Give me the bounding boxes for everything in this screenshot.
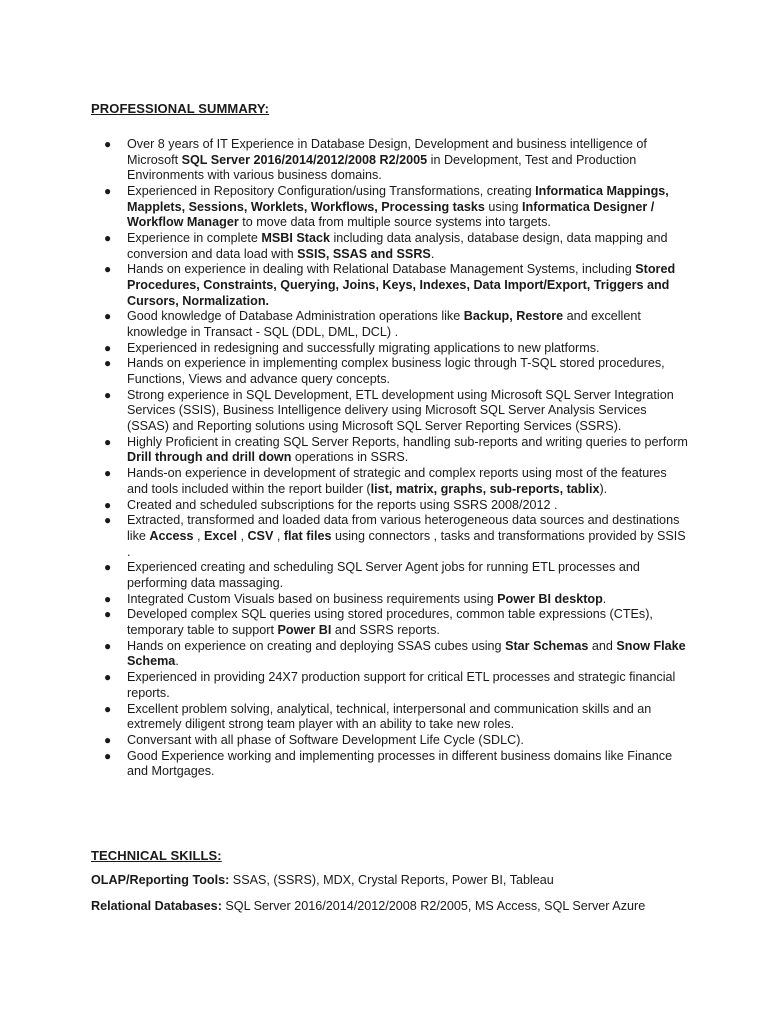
bullet-bold-text: MSBI Stack [261, 230, 330, 245]
bullet-text: to move data from multiple source systems into targets. [238, 215, 551, 230]
skill-label: OLAP/Reporting Tools: [91, 873, 230, 887]
bullet-text: operations in SSRS. [291, 450, 409, 465]
bullet-text: . [602, 591, 607, 606]
bullet-text: Highly Proficient in creating SQL Server Reports, handling sub-reports and writing queries to perform [127, 434, 688, 449]
summary-bullet-item [91, 749, 691, 780]
bullet-bold-text: flat files [283, 528, 332, 543]
skill-value: SQL Server 2016/2014/2012/2008 R2/2005, MS Access, SQL Server Azure [221, 899, 646, 913]
summary-bullet-item [91, 702, 691, 733]
summary-bullet-item [91, 733, 691, 749]
bullet-text: ). [599, 481, 608, 496]
summary-bullet-list [91, 137, 691, 780]
bullet-bold-text: CSV [247, 528, 274, 543]
bullet-text: and excellent knowledge in Transact - SQL (DDL, DML, DCL) . [127, 309, 641, 339]
bullet-text: Experienced in Repository Configuration/using Transformations, creating [127, 183, 536, 198]
bullet-text: including data analysis, database design, data mapping and conversion and data load with [127, 230, 668, 261]
summary-bullet-item [91, 309, 691, 340]
bullet-dot-icon: ● [104, 607, 112, 622]
summary-bullet-item [91, 670, 691, 701]
summary-bullet-item [91, 498, 691, 514]
bullet-text: and SSRS reports. [331, 623, 440, 638]
bullet-dot-icon: ● [104, 309, 112, 324]
bullet-dot-icon: ● [104, 262, 112, 277]
bullet-dot-icon: ● [104, 732, 112, 747]
summary-bullet-item [91, 607, 691, 638]
bullet-bold-text: Excel [204, 528, 237, 543]
bullet-dot-icon: ● [104, 466, 112, 481]
summary-bullet-item [91, 435, 691, 466]
summary-bullet-item [91, 184, 691, 231]
bullet-text: Excellent problem solving, analytical, technical, interpersonal and communication skills and an extremely diligent strong team player with an ability to take new roles. [127, 701, 652, 732]
bullet-bold-text: Informatica Designer / Workflow Manager [127, 199, 655, 230]
skill-value: SSAS, (SSRS), MDX, Crystal Reports, Power BI, Tableau [229, 873, 554, 887]
bullet-bold-text: Stored Procedures, Constraints, Querying, Joins, Keys, Indexes, Data Import/Export, Triggers and Cursors, Normalization. [127, 262, 676, 308]
bullet-bold-text: Backup, Restore [463, 309, 564, 324]
bullet-bold-text: Star Schemas [505, 638, 589, 653]
technical-skills-heading: TECHNICAL SKILLS: [91, 848, 222, 863]
bullet-bold-text: Access [149, 528, 194, 543]
bullet-bold-text: Drill through and drill down [127, 450, 292, 465]
bullet-text: Hands on experience on creating and deploying SSAS cubes using [127, 638, 506, 653]
bullet-text: , [236, 528, 248, 543]
summary-bullet-item [91, 639, 691, 670]
skill-label: Relational Databases: [91, 899, 222, 913]
bullet-bold-text: Informatica Mappings, Mapplets, Sessions, Worklets, Workflows, Processing tasks [127, 183, 669, 214]
bullet-text: Created and scheduled subscriptions for the reports using SSRS 2008/2012 . [127, 497, 558, 512]
summary-bullet-item [91, 388, 691, 435]
summary-bullet-item [91, 513, 691, 560]
bullet-text: . [175, 654, 179, 669]
bullet-text: Hands on experience in dealing with Relational Database Management Systems, including [127, 262, 636, 277]
bullet-dot-icon: ● [104, 434, 112, 449]
bullet-text: Experienced in providing 24X7 production support for critical ETL processes and strategic financial reports. [127, 670, 676, 700]
bullet-text: Good knowledge of Database Administration operations like [127, 309, 464, 324]
bullet-bold-text: SSIS, SSAS and SSRS [297, 246, 431, 261]
professional-summary-heading: PROFESSIONAL SUMMARY: [91, 101, 270, 116]
bullet-text: Conversant with all phase of Software Development Life Cycle (SDLC). [127, 732, 524, 747]
bullet-bold-text: Snow Flake Schema [127, 638, 686, 669]
bullet-dot-icon: ● [104, 748, 112, 763]
summary-bullet-item [91, 356, 691, 387]
bullet-text: Good Experience working and implementing processes in different business domains like Finance and Mortgages. [127, 748, 673, 779]
bullet-text: Developed complex SQL queries using stored procedures, common table expressions (CTEs), temporary table to support [127, 607, 653, 638]
bullet-bold-text: Power BI [277, 623, 332, 638]
skill-relational-databases [91, 899, 645, 915]
bullet-bold-text: SQL Server 2016/2014/2012/2008 R2/2005 [181, 152, 428, 167]
summary-bullet-item [91, 341, 691, 357]
bullet-dot-icon: ● [104, 560, 112, 575]
bullet-text: using connectors , tasks and transformations provided by SSIS . [127, 528, 686, 559]
bullet-text: Hands-on experience in development of strategic and complex reports using most of the features and tools included within the report builder ( [127, 466, 667, 496]
bullet-text: Experienced in redesigning and successfully migrating applications to new platforms. [127, 340, 600, 355]
summary-bullet-item [91, 592, 691, 608]
bullet-text: Strong experience in SQL Development, ETL development using Microsoft SQL Server Integration Services (SSIS), Business Intelligence delivery using Microsoft SQL Server Analysis Services (SSAS) and Reporting solutions using Microsoft SQL Server Reporting Services (SSRS). [127, 387, 674, 433]
bullet-text: Integrated Custom Visuals based on business requirements using [127, 591, 498, 606]
bullet-text: Experience in complete [127, 230, 262, 245]
bullet-text: Hands on experience in implementing complex business logic through T-SQL stored procedures, Functions, Views and advance query concepts. [127, 356, 665, 387]
bullet-dot-icon: ● [104, 137, 112, 151]
bullet-text: , [273, 528, 284, 543]
bullet-dot-icon: ● [104, 701, 112, 716]
bullet-dot-icon: ● [104, 356, 112, 371]
bullet-dot-icon: ● [104, 340, 112, 355]
bullet-dot-icon: ● [104, 183, 112, 198]
bullet-dot-icon: ● [104, 670, 112, 685]
bullet-text: . [430, 246, 435, 261]
bullet-text: Extracted, transformed and loaded data from various heterogeneous data sources and destinations like [127, 513, 680, 543]
bullet-dot-icon: ● [104, 591, 112, 606]
bullet-bold-text: list, matrix, graphs, sub-reports, tablix [370, 481, 600, 496]
bullet-text: Experienced creating and scheduling SQL Server Agent jobs for running ETL processes and performing data massaging. [127, 560, 640, 590]
bullet-dot-icon: ● [104, 387, 112, 402]
bullet-text: in Development, Test and Production Environments with various business domains. [127, 152, 637, 183]
bullet-text: and [588, 638, 617, 653]
bullet-dot-icon: ● [104, 230, 112, 245]
summary-bullet-item [91, 466, 691, 497]
bullet-text: using [484, 199, 522, 214]
bullet-bold-text: Power BI desktop [497, 591, 603, 606]
summary-bullet-item [91, 560, 691, 591]
bullet-dot-icon: ● [104, 497, 112, 512]
bullet-dot-icon: ● [104, 513, 112, 528]
bullet-text: , [193, 528, 205, 543]
summary-bullet-item [91, 262, 691, 309]
bullet-text: Over 8 years of IT Experience in Database Design, Development and business intelligence of Microsoft [127, 137, 647, 167]
bullet-dot-icon: ● [104, 638, 112, 653]
summary-bullet-item [91, 137, 691, 184]
summary-bullet-item [91, 231, 691, 262]
skill-olap-reporting-tools [91, 873, 554, 889]
